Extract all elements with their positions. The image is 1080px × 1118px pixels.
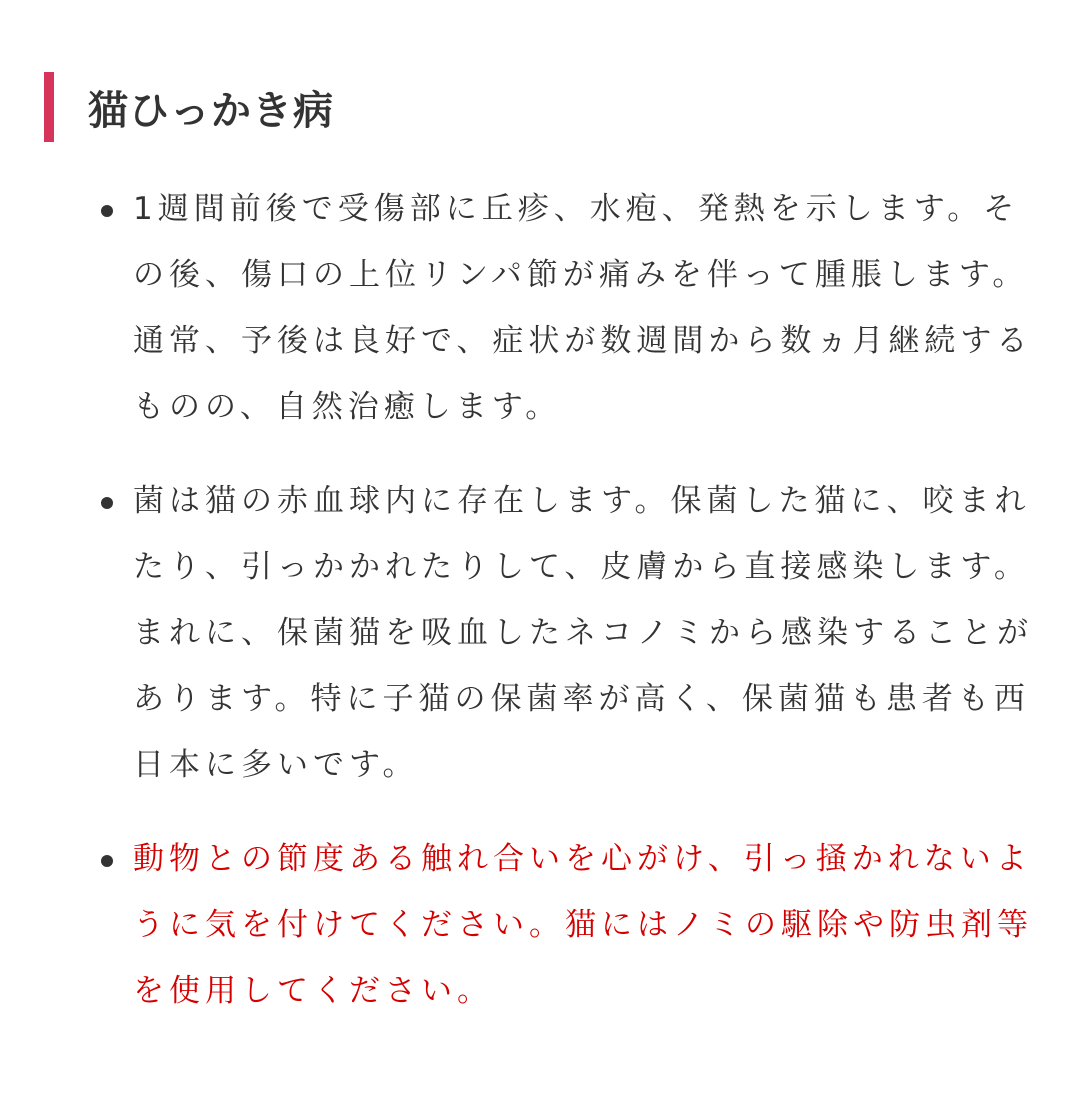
list-item-text: 1週間前後で受傷部に丘疹、水疱、発熱を示します。その後、傷口の上位リンパ節が痛みを伴って腫脹します。通常、予後は良好で、症状が数週間から数ヵ月継続するものの、自然治癒します。	[133, 191, 1033, 425]
list-item	[0, 176, 1080, 440]
list-item-warning	[0, 826, 1080, 1024]
symptom-list	[0, 176, 1080, 1052]
bullet-dot-icon	[101, 855, 113, 867]
list-item	[0, 468, 1080, 798]
bullet-dot-icon	[101, 497, 113, 509]
list-item-text: 菌は猫の赤血球内に存在します。保菌した猫に、咬まれたり、引っかかれたりして、皮膚から直接感染します。まれに、保菌猫を吸血したネコノミから感染することがあります。特に子猫の保菌率が高く、保菌猫も患者も西日本に多いです。	[133, 483, 1033, 783]
warning-text: 動物との節度ある触れ合いを心がけ、引っ掻かれないように気を付けてください。猫にはノミの駆除や防虫剤等を使用してください。	[133, 841, 1033, 1009]
section-heading	[44, 72, 1024, 142]
bullet-dot-icon	[101, 205, 113, 217]
section-title: 猫ひっかき病	[88, 87, 334, 134]
